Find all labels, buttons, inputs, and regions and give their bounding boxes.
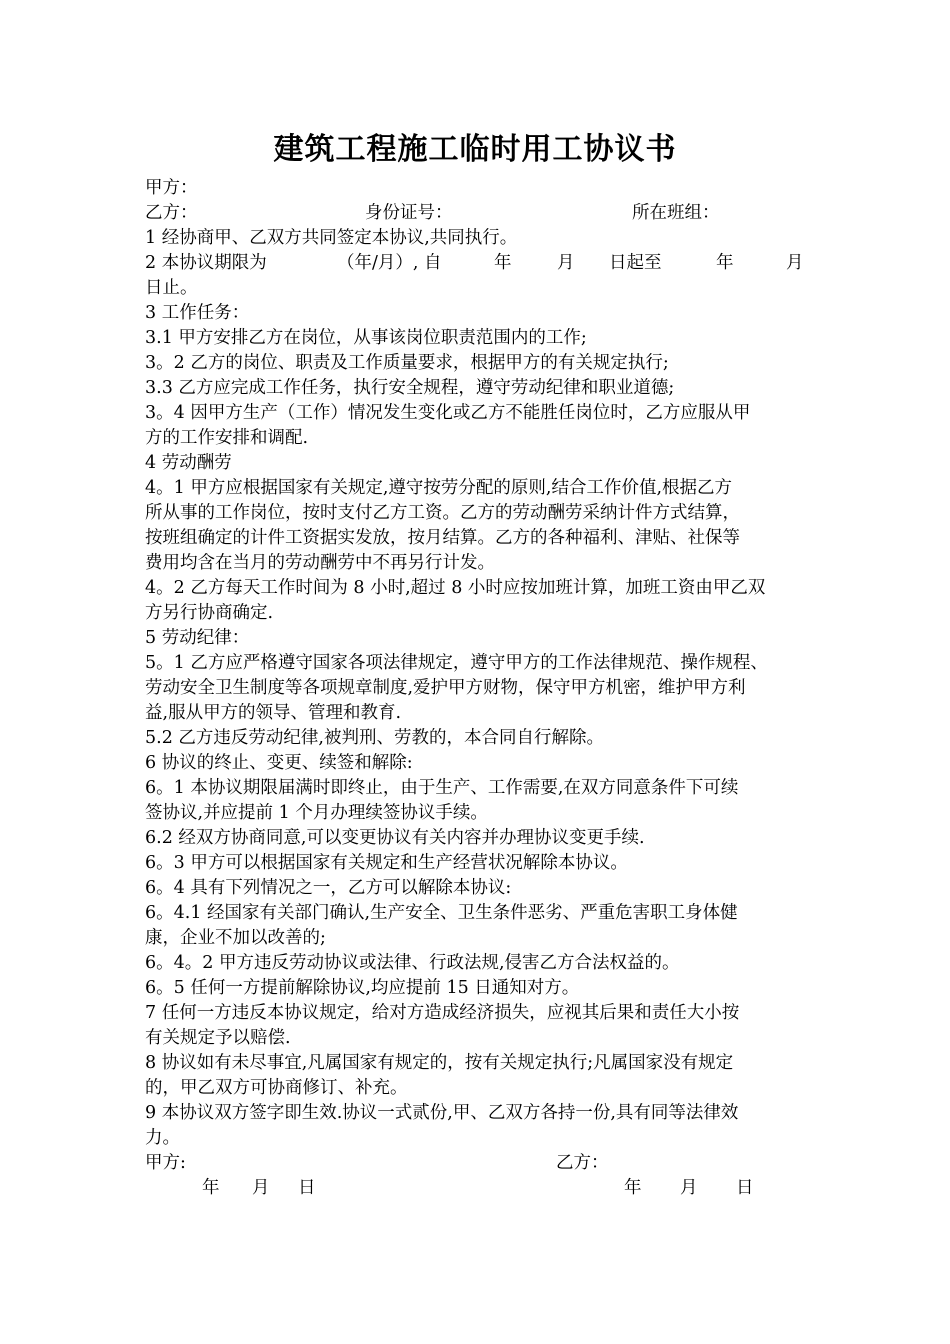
clause-4-1-line-3: 按班组确定的计件工资据实发放，按月结算。乙方的各种福利、津贴、社保等 [145, 528, 740, 548]
clause-6-4-1-line-1: 6。4.1 经国家有关部门确认,生产安全、卫生条件恶劣、严重危害职工身体健 [145, 903, 738, 923]
team-label: 所在班组： [632, 203, 720, 223]
clause-4-heading: 4 劳动酬劳 [145, 453, 232, 473]
clause-6-4-1-line-2: 康，企业不加以改善的; [145, 928, 326, 948]
clause-2-term: 2 本协议期限为 [145, 253, 267, 273]
clause-5-1-line-3: 益,服从甲方的领导、管理和教育. [145, 703, 402, 723]
party-b-date-year: 年 [624, 1178, 642, 1198]
clause-2-line-1 [145, 251, 804, 276]
clause-2-line-2: 日止。 [145, 278, 198, 298]
clause-6-1-line-1: 6。1 本协议期限届满时即终止，由于生产、工作需要,在双方同意条件下可续 [145, 778, 739, 798]
clause-2-year-1: 年 [494, 253, 512, 273]
clause-2-unit: （年/月）, 自 [337, 253, 442, 273]
signature-party-a: 甲方: [145, 1153, 186, 1173]
clause-4-2-line-1: 4。2 乙方每天工作时间为 8 小时,超过 8 小时应按加班计算，加班工资由甲乙双 [145, 578, 766, 598]
party-a-date-month: 月 [252, 1178, 270, 1198]
clause-9-line-2: 力。 [145, 1128, 180, 1148]
clause-3-3: 3.3 乙方应完成工作任务，执行安全规程，遵守劳动纪律和职业道德; [145, 378, 675, 398]
clause-8-line-1: 8 协议如有未尽事宜,凡属国家有规定的，按有关规定执行;凡属国家没有规定 [145, 1053, 734, 1073]
clause-5-heading: 5 劳动纪律： [145, 628, 250, 648]
party-a-label: 甲方： [145, 178, 198, 198]
clause-3-1: 3.1 甲方安排乙方在岗位，从事该岗位职责范围内的工作; [145, 328, 587, 348]
signature-party-b: 乙方： [556, 1153, 609, 1173]
party-a-date-year: 年 [202, 1178, 220, 1198]
clause-5-1-line-2: 劳动安全卫生制度等各项规章制度,爱护甲方财物，保守甲方机密，维护甲方利 [145, 678, 746, 698]
clause-1: 1 经协商甲、乙双方共同签定本协议,共同执行。 [145, 228, 518, 248]
clause-6-3: 6。3 甲方可以根据国家有关规定和生产经营状况解除本协议。 [145, 853, 628, 873]
clause-6-4: 6。4 具有下列情况之一，乙方可以解除本协议: [145, 878, 512, 898]
clause-8-line-2: 的，甲乙双方可协商修订、补充。 [145, 1078, 408, 1098]
clause-4-2-line-2: 方另行协商确定. [145, 603, 274, 623]
party-b-date-month: 月 [680, 1178, 698, 1198]
party-b-row [145, 201, 720, 226]
clause-6-1-line-2: 签协议,并应提前 1 个月办理续签协议手续。 [145, 803, 488, 823]
party-b-label: 乙方： [145, 203, 198, 223]
clause-6-heading: 6 协议的终止、变更、续签和解除: [145, 753, 413, 773]
id-number-label: 身份证号： [365, 203, 453, 223]
clause-3-2: 3。2 乙方的岗位、职责及工作质量要求，根据甲方的有关规定执行; [145, 353, 669, 373]
party-b-date-day: 日 [736, 1178, 754, 1198]
clause-7-line-1: 7 任何一方违反本协议规定，给对方造成经济损失，应视其后果和责任大小按 [145, 1003, 740, 1023]
clause-2-day-from: 日起至 [609, 253, 662, 273]
clause-6-2: 6.2 经双方协商同意,可以变更协议有关内容并办理协议变更手续. [145, 828, 645, 848]
clause-3-heading: 3 工作任务： [145, 303, 250, 323]
clause-5-2: 5.2 乙方违反劳动纪律,被判刑、劳教的，本合同自行解除。 [145, 728, 604, 748]
clause-9-line-1: 9 本协议双方签字即生效.协议一式贰份,甲、乙双方各持一份,具有同等法律效 [145, 1103, 739, 1123]
party-b-date [624, 1176, 754, 1201]
clause-3-4-line-2: 方的工作安排和调配. [145, 428, 309, 448]
clause-4-1-line-2: 所从事的工作岗位，按时支付乙方工资。乙方的劳动酬劳采纳计件方式结算， [145, 503, 740, 523]
party-a-date-day: 日 [298, 1178, 316, 1198]
clause-6-4-2: 6。4。2 甲方违反劳动协议或法律、行政法规,侵害乙方合法权益的。 [145, 953, 680, 973]
clause-7-line-2: 有关规定予以赔偿. [145, 1028, 291, 1048]
clause-4-1-line-4: 费用均含在当月的劳动酬劳中不再另行计发。 [145, 553, 495, 573]
clause-2-year-2: 年 [716, 253, 734, 273]
document-title: 建筑工程施工临时用工协议书 [273, 132, 677, 167]
clause-4-1-line-1: 4。1 甲方应根据国家有关规定,遵守按劳分配的原则,结合工作价值,根据乙方 [145, 478, 733, 498]
clause-3-4-line-1: 3。4 因甲方生产（工作）情况发生变化或乙方不能胜任岗位时，乙方应服从甲 [145, 403, 751, 423]
clause-5-1-line-1: 5。1 乙方应严格遵守国家各项法律规定，遵守甲方的工作法律规范、操作规程、 [145, 653, 768, 673]
clause-6-5: 6。5 任何一方提前解除协议,均应提前 15 日通知对方。 [145, 978, 580, 998]
clause-2-month-1: 月 [557, 253, 575, 273]
clause-2-month-2: 月 [786, 253, 804, 273]
party-a-date [202, 1176, 316, 1201]
